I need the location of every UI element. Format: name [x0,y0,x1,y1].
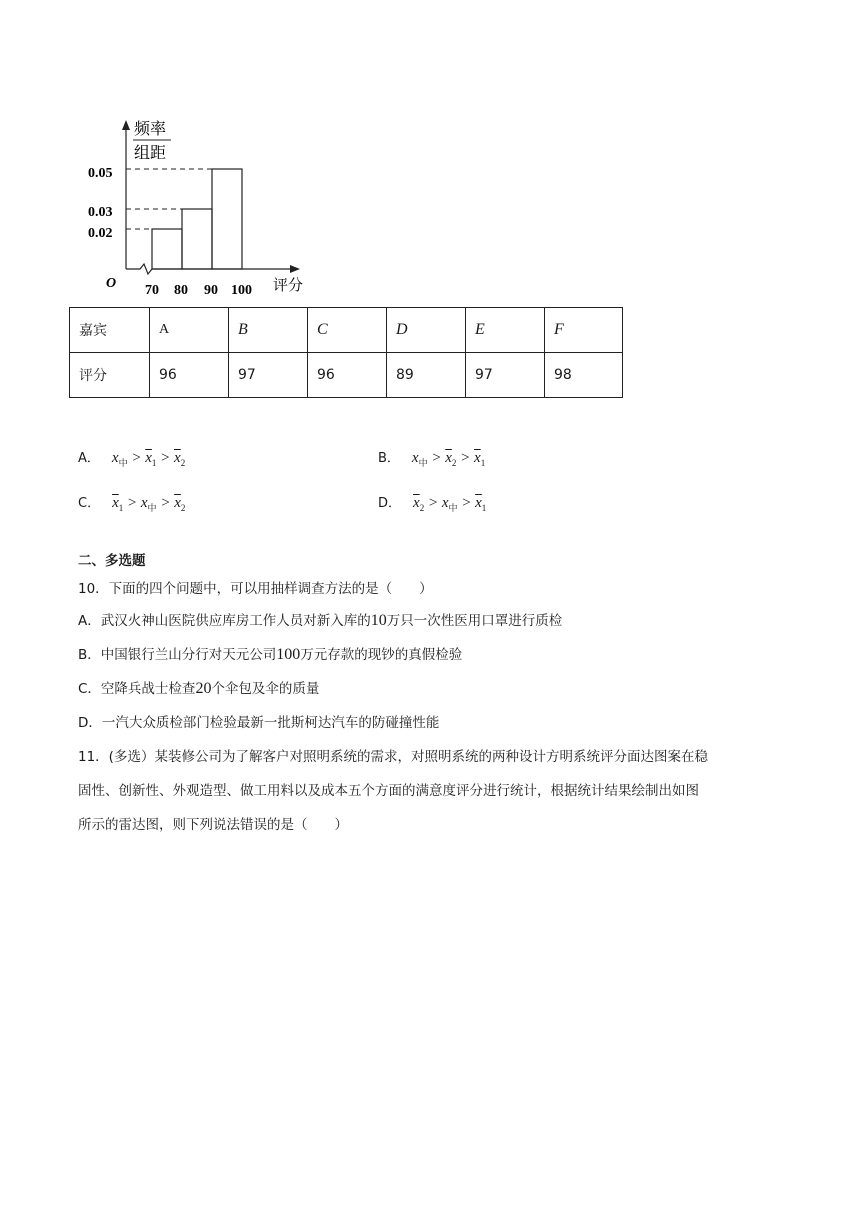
y-axis-title [133,119,171,162]
table-cell: C [308,308,387,353]
choice-a-expression: $x_中 > \overline{x}_1 > \overline{x}_2$ [111,450,186,468]
table-cell: E [466,308,545,353]
y-label-bottom: 组距 [134,143,167,162]
choice-b [378,447,485,469]
y-tick-label: 0.05 [88,166,113,181]
table-cell: D [387,308,466,353]
table-cell: 97 [466,353,545,398]
y-tick-label: 0.02 [88,226,113,241]
histogram-bar [212,169,242,269]
table-cell: 96 [150,353,229,398]
question-10-option-a: A．武汉火神山医院供应库房工作人员对新入库的10万只一次性医用口罩进行质检 [78,612,563,629]
section-heading: 二、多选题 [78,553,146,569]
choice-d-label: D． [378,496,402,511]
x-axis-label: 评分 [273,276,304,294]
choice-a [78,447,185,469]
choice-b-label: B． [378,451,400,466]
choice-d-expression: $\overline{x}_2 > x_中 > \overline{x}_1$ [413,495,487,513]
question-10-option-d: D．一汽大众质检部门检验最新一批斯柯达汽车的防碰撞性能 [78,715,440,731]
frequency-histogram [70,112,310,297]
histogram-bars [152,169,242,269]
histogram-bar [152,229,182,269]
x-tick-label: 70 [145,283,159,297]
table-cell: 嘉宾 [70,308,150,353]
choice-c [78,492,185,514]
table-cell: B [229,308,308,353]
x-tick-label: 90 [204,283,218,297]
histogram-bar [182,209,212,269]
question-11-line-2: 固性、创新性、外观造型、做工用料以及成本五个方面的满意度评分进行统计，根据统计结果绘制出如图 [78,783,699,799]
choice-d [378,492,486,514]
table-cell: 89 [387,353,466,398]
y-guide-lines [126,169,212,229]
x-tick-label: 80 [174,283,188,297]
question-10-option-b: B．中国银行兰山分行对天元公司100万元存款的现钞的真假检验 [78,646,463,663]
score-table [69,307,623,398]
question-10-option-c: C．空降兵战士检查20个伞包及伞的质量 [78,680,320,697]
x-axis-arrow [290,265,300,273]
origin-label: O [106,276,117,291]
y-tick-labels [88,166,113,241]
x-tick-label: 100 [231,283,252,297]
table-cell: 96 [308,353,387,398]
table-cell: A [150,308,229,353]
question-10: 10．下面的四个问题中，可以用抽样调查方法的是（ ） [78,581,433,597]
table-cell: 评分 [70,353,150,398]
table-cell: F [545,308,623,353]
table-row [70,353,623,398]
x-tick-labels [145,283,252,297]
question-11-line-1: 11．(多选）某装修公司为了解客户对照明系统的需求，对照明系统的两种设计方明系统评分面达图案在稳 [78,749,708,765]
y-axis-arrow [122,120,130,130]
y-label-top: 频率 [134,119,167,138]
y-tick-label: 0.03 [88,205,113,220]
table-row [70,308,623,353]
choice-a-label: A． [78,451,100,466]
table-cell: 97 [229,353,308,398]
choice-c-expression: $\overline{x}_1 > x_中 > \overline{x}_2$ [112,495,186,513]
question-11-line-3: 所示的雷达图，则下列说法错误的是（ ） [78,817,348,833]
table-cell: 98 [545,353,623,398]
choice-c-label: C． [78,496,101,511]
x-axis-break [126,264,152,274]
choice-b-expression: $x_中 > \overline{x}_2 > \overline{x}_1$ [411,450,486,468]
